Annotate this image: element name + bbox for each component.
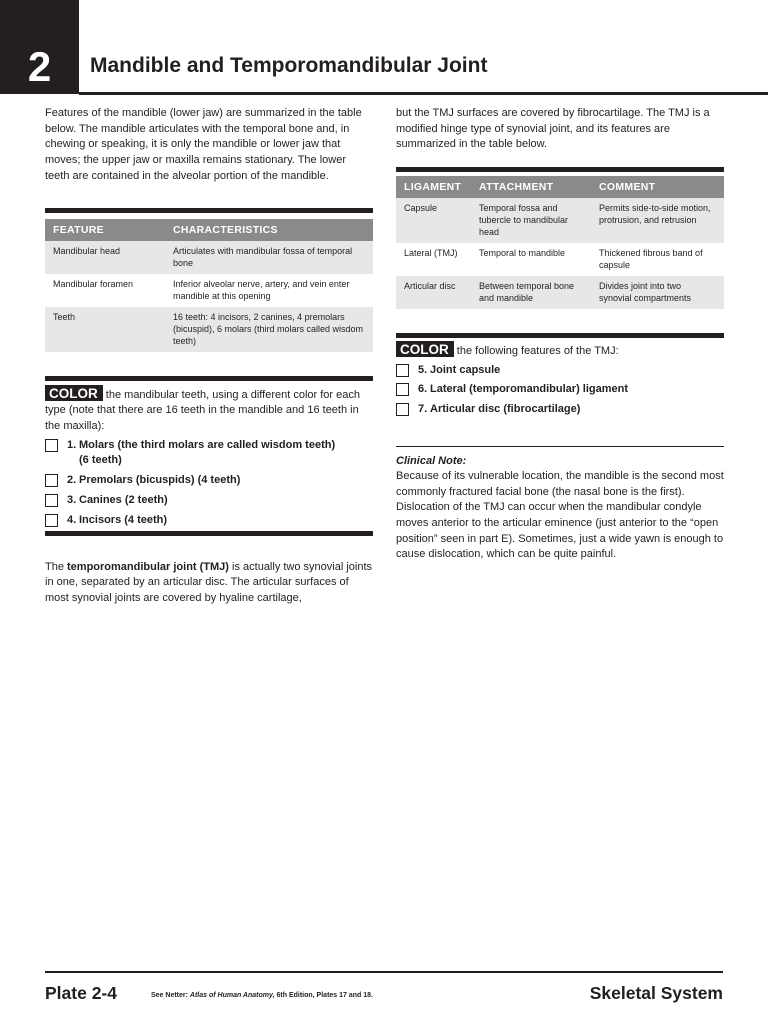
ligament-table [396,176,724,309]
footer-section-title: Skeletal System [589,983,723,1003]
checklist-text: Molars (the third molars are called wisdom teeth) [79,438,336,451]
checklist-number: 4. [67,513,77,526]
ligament-table-col-ligament: LIGAMENT [396,176,471,198]
table-cell: Mandibular head [45,241,165,274]
ligament-table-col-attachment: ATTACHMENT [471,176,591,198]
table-cell: Between temporal bone and mandible [471,276,591,309]
feature-table-header [45,219,373,241]
checkbox-2[interactable] [45,474,58,487]
checklist-text: Canines (2 teeth) [79,493,168,506]
color-instruction-text: the mandibular teeth, using a different color for each type (note that there are 16 teeth in the mandible and 16 teeth in the maxilla): [45,388,360,432]
intro-paragraph: Features of the mandible (lower jaw) are summarized in the table below. The mandible articulates with the temporal bone and, in chewing or speaking, it is only the mandible or lower jaw that moves; the upper jaw or maxilla remains stationary. The lower teeth are contained in the alveolar portion of the mandible. [45,107,362,182]
left-column [45,106,373,607]
tmj-term: temporomandibular joint (TMJ) [67,560,229,573]
checklist-item-molars [45,438,373,473]
table-cell: Teeth [45,307,165,352]
footer-reference-suffix: 6th Edition, Plates 17 and 18. [274,992,373,999]
checklist-text: Lateral (temporomandibular) ligament [430,383,629,396]
checkbox-7[interactable] [396,403,409,416]
checklist-item-incisors [45,513,373,531]
table-cell: Capsule [396,198,471,243]
checklist-number: 3. [67,493,77,506]
checklist-text: Joint capsule [430,363,501,376]
tmj-paragraph-prefix: The [45,560,68,573]
table-cell: Divides joint into two synovial compartments [591,276,724,309]
checklist-item-lateral-ligament [396,382,724,402]
table-row [45,274,373,307]
checklist-number: 5. [418,363,428,376]
table-row [396,276,724,309]
table-cell: Articulates with mandibular fossa of temporal bone [165,241,373,274]
checklist-number: 7. [418,402,428,415]
tmj-checklist [396,363,724,420]
table-cell: Articular disc [396,276,471,309]
table-cell: Permits side-to-side motion, protrusion, and retrusion [591,198,724,243]
table-cell: Thickened fibrous band of capsule [599,248,703,271]
color-instruction-text: the following features of the TMJ: [453,345,619,358]
checklist-number: 2. [67,473,77,486]
table-cell: Lateral (TMJ) [404,248,458,259]
header-rule [79,92,768,95]
footer-reference-prefix: See Netter: [151,992,190,999]
tmj-paragraph-rest: is actually two synovial joints in one, separated by an articular disc. The articular surfaces of most synovial joints are covered by hyaline cartilage, [45,560,373,605]
table-cell: Inferior alveolar nerve, artery, and vein enter mandible at this opening [173,278,350,301]
checklist-text: Incisors (4 teeth) [79,513,168,526]
checkbox-4[interactable] [45,514,58,527]
checklist-item-articular-disc [396,402,724,420]
table-row [396,243,724,276]
checklist-item-canines [45,493,373,513]
checkbox-3[interactable] [45,494,58,507]
checklist-number: 1. [67,438,77,451]
checklist-text: Articular disc (fibrocartilage) [430,402,581,415]
table-row [45,307,373,352]
checklist-item-joint-capsule [396,363,724,383]
page-title: Mandible and Temporomandibular Joint [90,54,488,77]
footer-reference-title: Atlas of Human Anatomy, [189,992,275,999]
feature-table-top-rule [45,208,373,213]
tmj-paragraph [45,560,373,607]
feature-table [45,219,373,352]
color-tag: COLOR [396,341,454,357]
color-instruction-1 [45,385,373,435]
color-block-1-bottom-rule [45,531,373,536]
checkbox-5[interactable] [396,364,409,377]
feature-table-col-characteristics: CHARACTERISTICS [165,219,373,241]
color-block-2-top-rule [396,333,724,338]
clinical-note-text: Because of its vulnerable location, the mandible is the second most commonly fractured facial bone (the nasal bone is the first). Dislocation of the TMJ can occur when the mandibular condyle moves anterior to the articular eminence (just anterior to the “open position” seen in part E). Sometimes, just a wide yawn is enough to cause dislocation, which can be quite painful. [396,469,724,561]
right-column [396,106,724,563]
table-row [45,241,373,274]
right-intro-paragraph: but the TMJ surfaces are covered by fibrocartilage. The TMJ is a modified hinge type of synovial joint, and its features are summarized in the table below. [396,107,710,151]
color-instruction-2 [396,341,724,360]
checklist-item-premolars [45,473,373,493]
checklist-number: 6. [418,383,428,396]
ligament-table-top-rule [396,167,724,172]
teeth-checklist [45,438,373,531]
clinical-note-rule [396,446,724,447]
clinical-note-title: Clinical Note: [396,454,467,467]
ligament-table-header [396,176,724,198]
table-cell: Temporal to mandible [479,248,566,259]
checklist-text: Premolars (bicuspids) (4 teeth) [79,473,241,486]
checkbox-1[interactable] [45,439,58,452]
table-cell: 16 teeth: 4 incisors, 2 canines, 4 premolars (bicuspid), 6 molars (third molars called wisdom teeth) [165,307,373,352]
table-cell: Temporal fossa and tubercle to mandibular head [471,198,591,243]
ligament-table-col-comment: COMMENT [591,176,724,198]
checklist-text-continued: (6 teeth) [79,453,122,466]
color-block-1-top-rule [45,376,373,381]
table-cell: Mandibular foramen [53,278,134,289]
checkbox-6[interactable] [396,383,409,396]
feature-table-col-feature: FEATURE [45,219,165,241]
chapter-number: 2 [27,43,52,90]
color-tag: COLOR [45,385,103,401]
plate-label: Plate 2-4 [45,983,117,1003]
table-row [396,198,724,243]
footer-reference [151,992,373,999]
footer-rule [45,971,723,973]
